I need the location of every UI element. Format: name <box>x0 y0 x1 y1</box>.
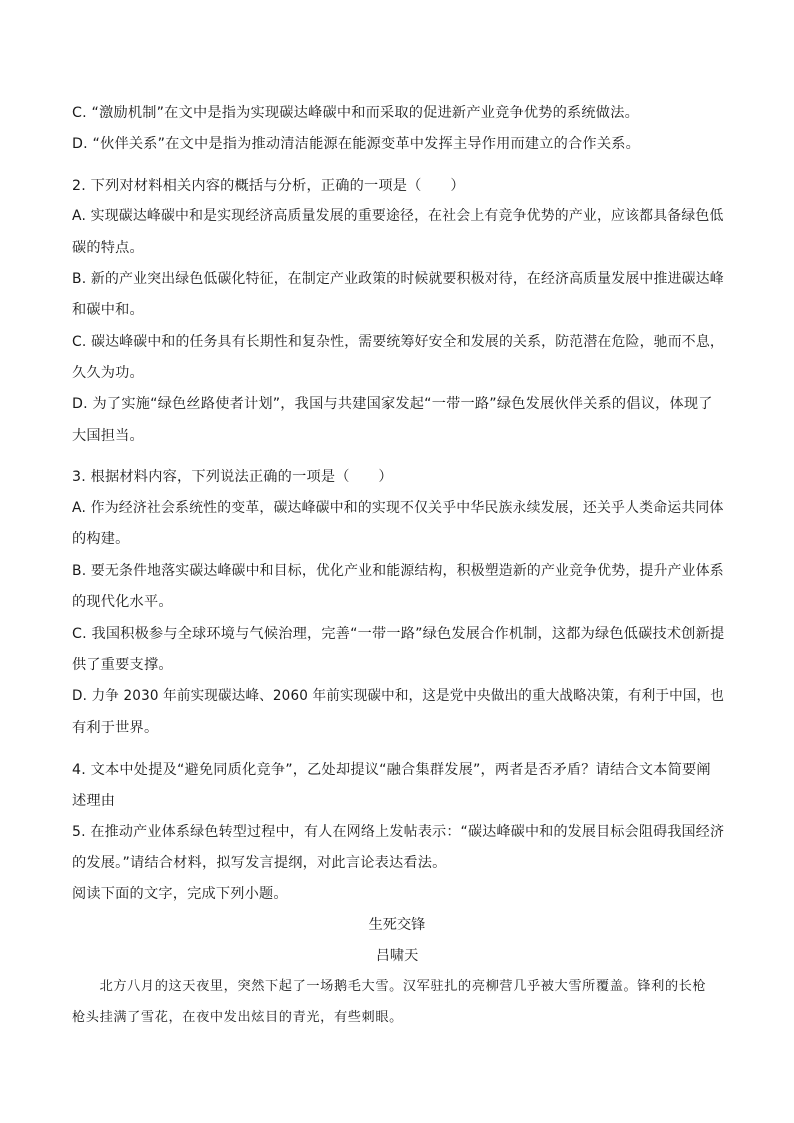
q2-option-d-line2: 大国担当。 <box>72 428 144 444</box>
q3-option-a-line2: 的构建。 <box>72 531 130 547</box>
q3-option-a-line1: A. 作为经济社会系统性的变革，碳达峰碳中和的实现不仅关乎中华民族永续发展，还关乎人类命运共同体 <box>72 500 724 516</box>
question-5-line2: 的发展。”请结合材料，拟写发言提纲，对此言论表达看法。 <box>72 855 447 871</box>
question-2-stem: 2. 下列对材料相关内容的概括与分析，正确的一项是（ ） <box>72 178 465 194</box>
q2-option-a-line1: A. 实现碳达峰碳中和是实现经济高质量发展的重要途径，在社会上有竞争优势的产业，应该都具备绿色低 <box>72 208 724 224</box>
story-title: 生死交锋 <box>368 917 426 933</box>
q3-option-c-line2: 供了重要支撑。 <box>72 657 173 673</box>
question-3-stem: 3. 根据材料内容，下列说法正确的一项是（ ） <box>72 469 393 485</box>
story-author: 吕啸天 <box>375 948 419 964</box>
question-4-line1: 4. 文本中处提及“避免同质化竞争”，乙处却提议“融合集群发展”，两者是否矛盾？请结合文本简要阐 <box>72 762 711 778</box>
q2-option-b-line1: B. 新的产业突出绿色低碳化特征，在制定产业政策的时候就要积极对待，在经济高质量发展中推进碳达峰 <box>72 271 724 287</box>
question-4-line2: 述理由 <box>72 793 116 809</box>
story-paragraph-line2: 枪头挂满了雪花，在夜中发出炫目的青光，有些刺眼。 <box>72 1010 403 1025</box>
reading-instruction: 阅读下面的文字，完成下列小题。 <box>72 886 288 902</box>
q3-option-d-line1: D. 力争 2030 年前实现碳达峰、2060 年前实现碳中和，这是党中央做出的重大战略决策，有利于中国，也 <box>72 688 724 704</box>
q2-option-d-line1: D. 为了实施“绿色丝路使者计划”，我国与共建国家发起“一带一路”绿色发展伙伴关系的倡议，体现了 <box>72 396 713 412</box>
q2-option-a-line2: 碳的特点。 <box>72 240 144 256</box>
story-paragraph-line1: 北方八月的这天夜里，突然下起了一场鹅毛大雪。汉军驻扎的亮柳营几乎被大雪所覆盖。锋利的长枪 <box>72 979 707 994</box>
q2-option-c-line2: 久久为功。 <box>72 365 144 381</box>
q3-option-c-line1: C. 我国积极参与全球环境与气候治理，完善“一带一路”绿色发展合作机制，这都为绿色低碳技术创新提 <box>72 626 725 642</box>
question-5-line1: 5. 在推动产业体系绿色转型过程中，有人在网络上发帖表示：“碳达峰碳中和的发展目标会阻碍我国经济 <box>72 824 725 840</box>
option-d-q1: D. “伙伴关系”在文中是指为推动清洁能源在能源变革中发挥主导作用而建立的合作关系。 <box>72 136 640 152</box>
q3-option-d-line2: 有利于世界。 <box>72 720 159 736</box>
q3-option-b-line1: B. 要无条件地落实碳达峰碳中和目标，优化产业和能源结构，积极塑造新的产业竞争优势，提升产业体系 <box>72 563 724 579</box>
q3-option-b-line2: 的现代化水平。 <box>72 594 173 610</box>
q2-option-c-line1: C. 碳达峰碳中和的任务具有长期性和复杂性，需要统筹好安全和发展的关系，防范潜在危险，驰而不息， <box>72 334 724 350</box>
q2-option-b-line2: 和碳中和。 <box>72 302 144 318</box>
option-c-q1: C. “激励机制”在文中是指为实现碳达峰碳中和而采取的促进新产业竞争优势的系统做法。 <box>72 105 639 121</box>
